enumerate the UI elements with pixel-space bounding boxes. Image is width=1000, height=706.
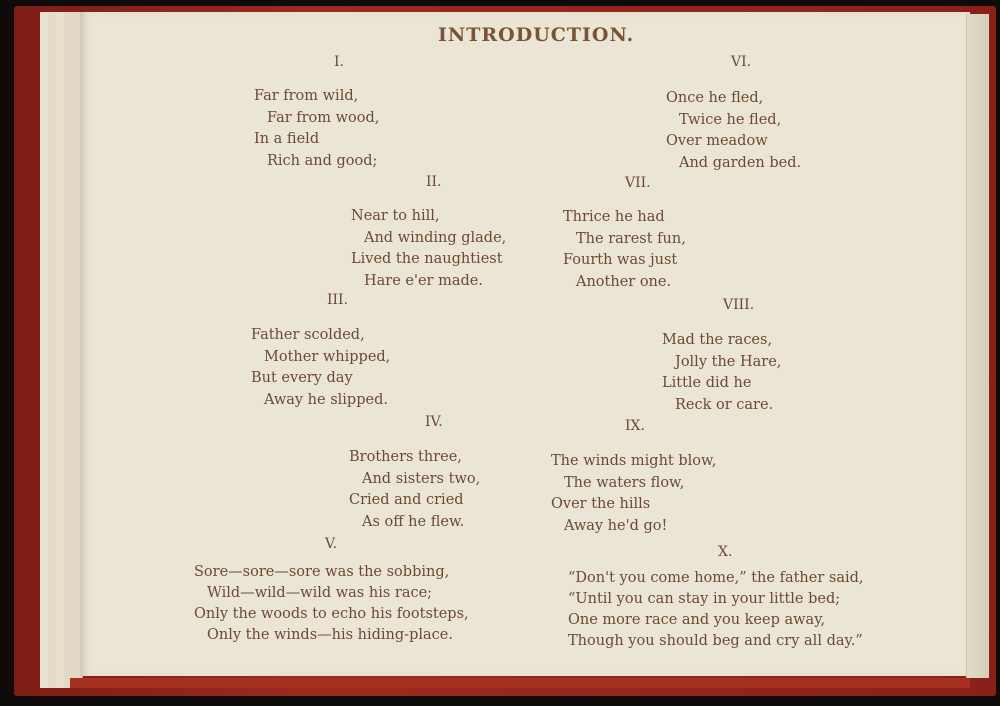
verse-line: But every day — [251, 370, 353, 386]
cover-bottom-edge — [70, 678, 970, 688]
verse-line: “Don't you come home,” the father said, — [568, 570, 864, 586]
verse-line: Mother whipped, — [264, 348, 391, 365]
stanza-numeral: VI. — [731, 54, 752, 70]
verse-line: Father scolded, — [251, 327, 365, 343]
stanza-v — [194, 562, 469, 646]
stanza-ix — [551, 451, 716, 537]
stanza-x — [568, 568, 864, 652]
verse-line: One more race and you keep away, — [568, 612, 826, 628]
stanza-numeral: II. — [426, 174, 442, 190]
stanza-numeral: VII. — [625, 175, 651, 191]
stanza-ii — [351, 206, 506, 292]
verse-line: Reck or care. — [675, 396, 774, 413]
verse-line: As off he flew. — [362, 513, 465, 530]
stanza-viii — [662, 330, 781, 416]
stanza-numeral: IX. — [625, 418, 645, 434]
stanza-numeral: X. — [718, 544, 733, 560]
verse-line: Over meadow — [666, 133, 768, 149]
stanza-numeral: VIII. — [723, 297, 755, 313]
verse-line: Though you should beg and cry all day.” — [568, 633, 863, 649]
verse-line: Cried and cried — [349, 492, 464, 508]
verse-line: Near to hill, — [351, 208, 440, 224]
verse-line: Fourth was just — [563, 252, 678, 268]
verse-line: Mad the races, — [662, 332, 773, 348]
verse-line: Over the hills — [551, 496, 651, 512]
page-title: INTRODUCTION. — [438, 24, 635, 46]
verse-line: Only the winds—his hiding-place. — [207, 627, 453, 643]
stanza-numeral: III. — [327, 292, 349, 308]
verse-line: Little did he — [662, 375, 752, 391]
verse-line: Brothers three, — [349, 449, 462, 465]
verse-line: Another one. — [576, 273, 672, 290]
verse-line: Only the woods to echo his footsteps, — [194, 606, 469, 622]
verse-line: Sore—sore—sore was the sobbing, — [194, 564, 450, 580]
verse-line: The waters flow, — [564, 474, 685, 491]
stanza-numeral: I. — [334, 54, 344, 70]
verse-line: Jolly the Hare, — [675, 353, 782, 370]
verse-line: “Until you can stay in your little bed; — [568, 591, 841, 607]
stanza-numeral: IV. — [425, 414, 443, 430]
stanza-iii — [251, 325, 390, 411]
verse-line: Far from wild, — [254, 88, 359, 104]
verse-line: Rich and good; — [267, 152, 378, 169]
verse-line: Away he slipped. — [264, 391, 388, 408]
page-right-edge — [966, 14, 989, 678]
stanza-i — [254, 86, 379, 172]
verse-line: Away he'd go! — [564, 517, 668, 534]
verse-line: Thrice he had — [563, 209, 665, 225]
stanza-numeral: V. — [325, 536, 338, 552]
verse-line: The rarest fun, — [576, 230, 686, 247]
verse-line: And winding glade, — [364, 229, 507, 246]
verse-line: Lived the naughtiest — [351, 251, 503, 267]
verse-line: The winds might blow, — [551, 453, 717, 469]
verse-line: And garden bed. — [679, 154, 802, 171]
verse-line: Far from wood, — [267, 109, 380, 126]
verse-line: Twice he fled, — [679, 111, 782, 128]
verse-line: In a field — [254, 131, 320, 147]
stanza-vi — [666, 88, 801, 174]
verse-line: Once he fled, — [666, 90, 764, 106]
verse-line: Wild—wild—wild was his race; — [207, 585, 433, 601]
stanza-vii — [563, 207, 686, 293]
verse-line: Hare e'er made. — [364, 272, 483, 289]
verse-line: And sisters two, — [362, 470, 481, 487]
stanza-iv — [349, 447, 480, 533]
